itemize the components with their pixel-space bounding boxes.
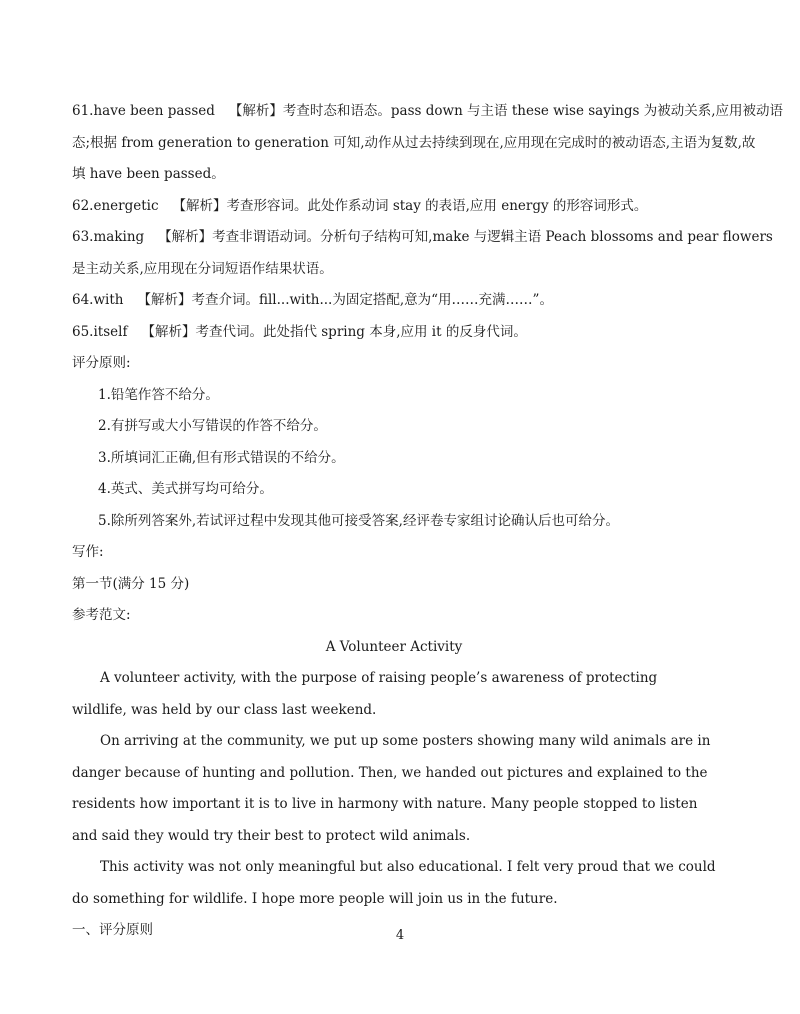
grading-rule: 1.铅笔作答不给分。 bbox=[98, 386, 219, 403]
sample-label: 参考范文: bbox=[72, 607, 131, 623]
page-number: 4 bbox=[395, 928, 405, 943]
answer-65 bbox=[72, 317, 716, 349]
answer-explanation: 【解析】考查非谓语动词。分析句子结构可知,make 与逻辑主语 Peach blossoms and pear flowers bbox=[158, 229, 773, 245]
essay-paragraph: On arriving at the community, we put up some posters showing many wild animals are in danger because of hunting and pollution. Then, we handed out pictures and explained to the residents how important it is to live in harmony with nature. Many people stopped to listen and said they would try their best to protect wild animals. bbox=[72, 733, 711, 844]
essay-paragraph: A volunteer activity, with the purpose of raising people’s awareness of protecting wildlife, was held by our class last weekend. bbox=[72, 670, 658, 718]
answer-word: 64.with bbox=[72, 292, 124, 308]
answer-word: 61.have been passed bbox=[72, 103, 215, 119]
answer-explanation: 【解析】考查介词。fill...with...为固定搭配,意为“用……充满……”。 bbox=[137, 292, 553, 308]
grading-heading: 评分原则: bbox=[72, 355, 131, 371]
essay-title: A Volunteer Activity bbox=[325, 638, 463, 655]
answer-explanation: 【解析】考查代词。此处指代 spring 本身,应用 it 的反身代词。 bbox=[141, 323, 527, 340]
answer-64 bbox=[72, 285, 716, 317]
answer-word: 63.making bbox=[72, 229, 145, 245]
answer-explanation: 【解析】考查时态和语态。pass down 与主语 these wise sayings 为被动关系,应用被动语 bbox=[228, 103, 784, 119]
answer-explanation: 填 have been passed。 bbox=[72, 166, 225, 182]
answer-explanation: 【解析】考查形容词。此处作系动词 stay 的表语,应用 energy 的形容词形式。 bbox=[172, 197, 648, 214]
answer-word: 65.itself bbox=[72, 323, 128, 340]
writing-heading: 写作: bbox=[72, 544, 104, 560]
next-heading: 一、评分原则 bbox=[72, 922, 153, 938]
answer-62 bbox=[72, 191, 716, 223]
grading-rule: 2.有拼写或大小写错误的作答不给分。 bbox=[98, 418, 327, 434]
grading-rule: 4.英式、美式拼写均可给分。 bbox=[98, 481, 273, 497]
answer-word: 62.energetic bbox=[72, 197, 159, 214]
answer-explanation: 态;根据 from generation to generation 可知,动作从过去持续到现在,应用现在完成时的被动语态,主语为复数,故 bbox=[72, 134, 756, 151]
answer-explanation: 是主动关系,应用现在分词短语作结果状语。 bbox=[72, 260, 333, 277]
answer-63 bbox=[72, 222, 773, 285]
grading-rule: 3.所填词汇正确,但有形式错误的不给分。 bbox=[98, 449, 345, 466]
grading-rules bbox=[72, 380, 716, 538]
essay-paragraph: This activity was not only meaningful but also educational. I felt very proud that we could do something for wildlife. I hope more people will join us in the future. bbox=[72, 859, 716, 907]
grading-rule: 5.除所列答案外,若试评过程中发现其他可接受答案,经评卷专家组讨论确认后也可给分。 bbox=[98, 512, 619, 529]
answer-61 bbox=[72, 96, 784, 191]
writing-section: 第一节(满分 15 分) bbox=[72, 575, 190, 592]
